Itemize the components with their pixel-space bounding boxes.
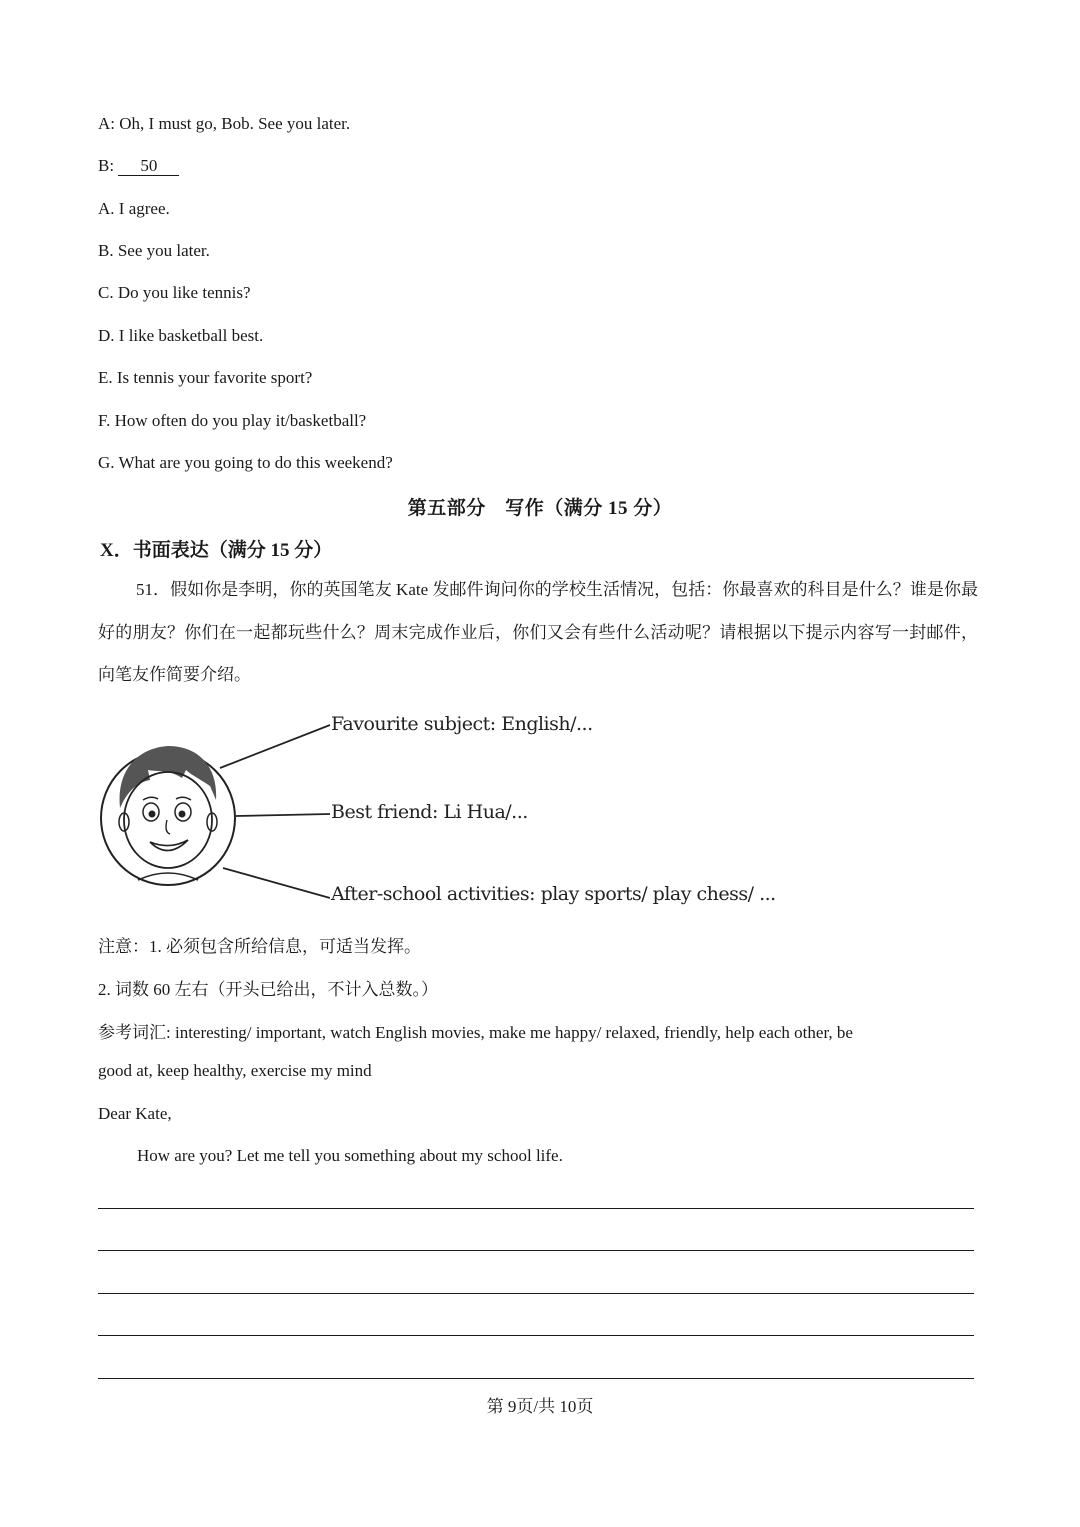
answer-line[interactable] (98, 1378, 974, 1379)
vocab-line-1: 参考词汇: interesting/ important, watch English movies, make me happy/ relaxed, friendly, help each other, be (98, 1023, 853, 1042)
option-c: C. Do you like tennis? (98, 283, 251, 302)
section-title: 第五部分 写作（满分 15 分） (407, 498, 673, 519)
option-b: B. See you later. (98, 241, 210, 260)
dialog-line-b (98, 156, 179, 176)
answer-line[interactable] (98, 1250, 974, 1251)
note-2: 2. 词数 60 左右（开头已给出，不计入总数。） (98, 980, 438, 999)
option-d: D. I like basketball best. (98, 326, 264, 345)
dialog-b-speaker: B: (98, 156, 115, 175)
writing-prompt: 51．假如你是李明，你的英国笔友 Kate 发邮件询问你的学校生活情况，包括：你最喜欢的科目是什么？谁是你最好的朋友？你们在一起都玩些什么？周末完成作业后，你们又会有些什么活动呢？请根据以下提示内容写一封邮件，向笔友作简要介绍。 (98, 580, 978, 684)
option-f: F. How often do you play it/basketball? (98, 411, 367, 430)
after-school-label: After-school activities: play sports/ play chess/ ... (331, 883, 776, 905)
answer-line[interactable] (98, 1335, 974, 1336)
vocab-line-2: good at, keep healthy, exercise my mind (98, 1061, 372, 1080)
note-1: 注意：1. 必须包含所给信息，可适当发挥。 (98, 937, 421, 956)
option-e: E. Is tennis your favorite sport? (98, 368, 313, 387)
letter-greeting: Dear Kate, (98, 1104, 172, 1123)
favourite-subject-label: Favourite subject: English/... (331, 713, 593, 735)
mind-map-figure (98, 700, 818, 920)
answer-line[interactable] (98, 1293, 974, 1294)
answer-line[interactable] (98, 1208, 974, 1209)
answer-blank-50[interactable]: 50 (118, 157, 179, 176)
page-number: 第 9页/共 10页 (486, 1397, 594, 1416)
subsection-title: X．书面表达（满分 15 分） (100, 540, 333, 561)
best-friend-label: Best friend: Li Hua/... (331, 801, 528, 823)
letter-opening: How are you? Let me tell you something about my school life. (137, 1146, 563, 1165)
option-g: G. What are you going to do this weekend? (98, 453, 393, 472)
option-a: A. I agree. (98, 199, 170, 218)
dialog-line-a: A: Oh, I must go, Bob. See you later. (98, 114, 351, 133)
